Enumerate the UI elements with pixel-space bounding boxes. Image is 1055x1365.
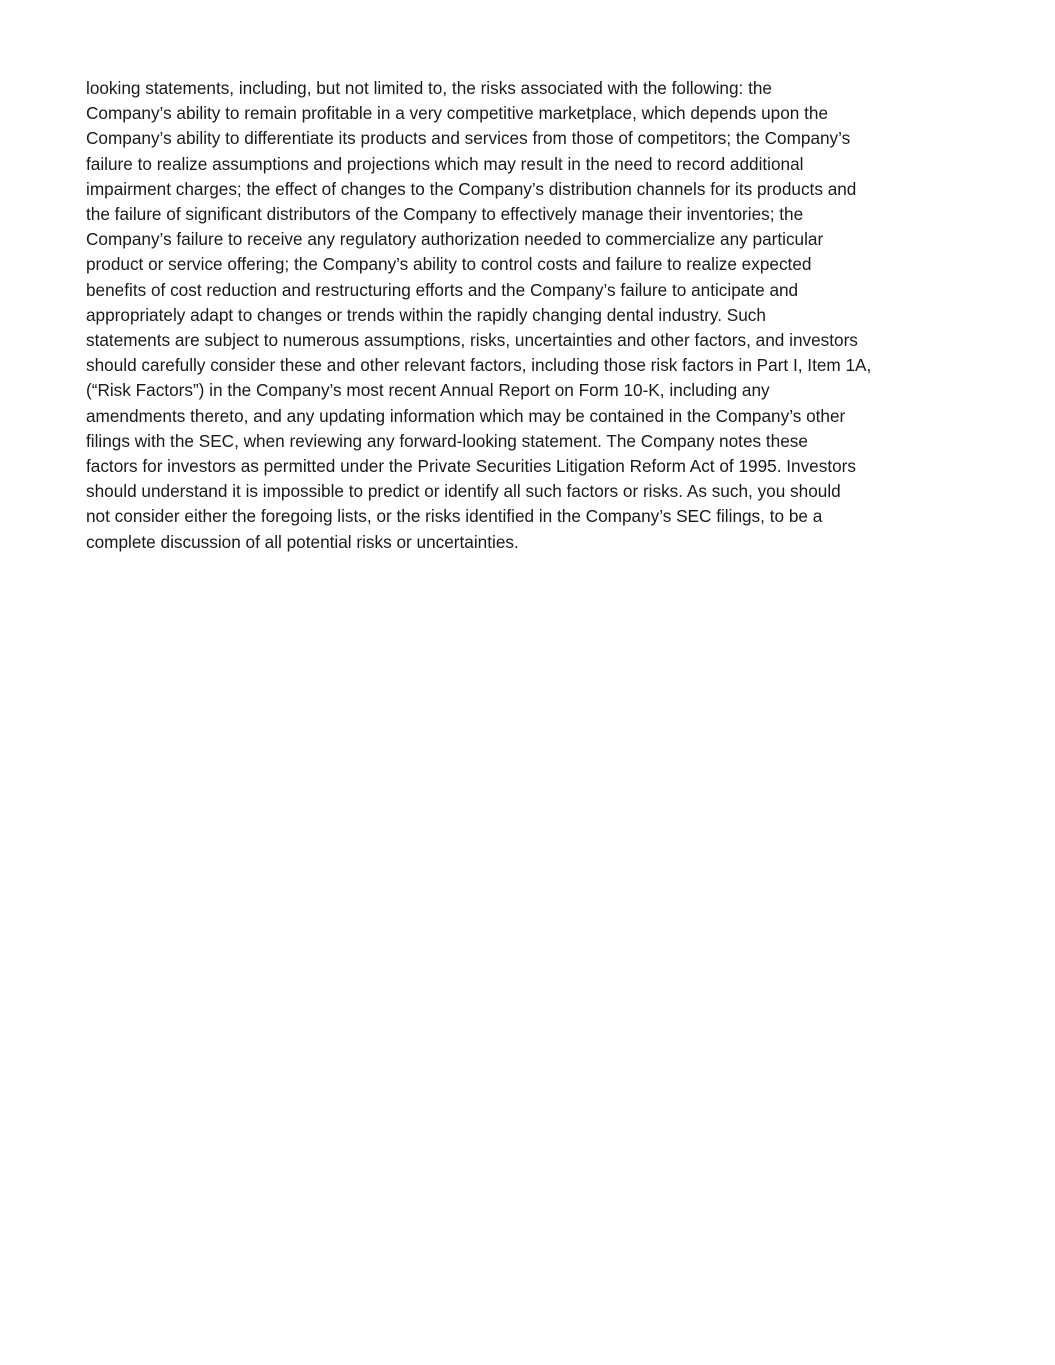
paragraph-line: amendments thereto, and any updating information which may be contained in the Company’s other bbox=[86, 405, 846, 426]
paragraph-line: failure to realize assumptions and projections which may result in the need to record additional bbox=[86, 153, 804, 174]
paragraph-line: impairment charges; the effect of changes to the Company’s distribution channels for its products and bbox=[86, 178, 857, 199]
paragraph-line: not consider either the foregoing lists, or the risks identified in the Company’s SEC filings, to be a bbox=[86, 506, 823, 527]
paragraph-line: factors for investors as permitted under the Private Securities Litigation Reform Act of 1995. Investors bbox=[86, 456, 856, 477]
paragraph-line: product or service offering; the Company’s ability to control costs and failure to realize expected bbox=[86, 254, 812, 275]
paragraph-line: statements are subject to numerous assumptions, risks, uncertainties and other factors, and investors bbox=[86, 330, 858, 351]
paragraph-line: filings with the SEC, when reviewing any forward-looking statement. The Company notes these bbox=[86, 430, 808, 451]
paragraph-line: Company’s failure to receive any regulatory authorization needed to commercialize any particular bbox=[86, 229, 824, 250]
paragraph-line: the failure of significant distributors of the Company to effectively manage their inventories; the bbox=[86, 204, 804, 225]
paragraph-line: (“Risk Factors”) in the Company’s most recent Annual Report on Form 10-K, including any bbox=[86, 380, 770, 401]
paragraph-line: should carefully consider these and other relevant factors, including those risk factors in Part I, Item 1A, bbox=[86, 355, 872, 376]
forward-looking-statements-paragraph bbox=[86, 76, 986, 555]
paragraph-line: should understand it is impossible to predict or identify all such factors or risks. As such, you should bbox=[86, 481, 841, 502]
paragraph-line: benefits of cost reduction and restructuring efforts and the Company’s failure to anticipate and bbox=[86, 279, 799, 300]
paragraph-line: appropriately adapt to changes or trends within the rapidly changing dental industry. Such bbox=[86, 304, 766, 325]
paragraph-line: Company’s ability to remain profitable in a very competitive marketplace, which depends upon the bbox=[86, 103, 828, 124]
paragraph-line: looking statements, including, but not limited to, the risks associated with the following: the bbox=[86, 78, 772, 98]
paragraph-line: Company’s ability to differentiate its products and services from those of competitors; the Company’s bbox=[86, 128, 851, 149]
paragraph-line: complete discussion of all potential risks or uncertainties. bbox=[86, 531, 519, 552]
